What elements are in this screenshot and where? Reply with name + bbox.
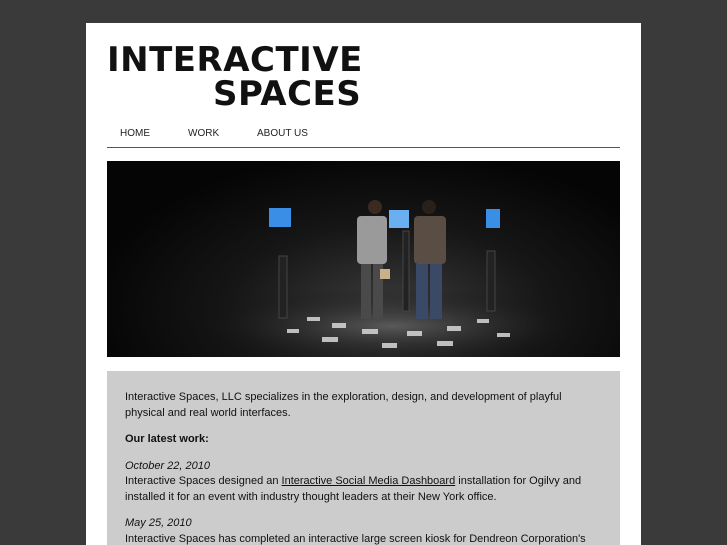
news-item — [125, 516, 595, 545]
nav-home[interactable]: HOME — [120, 128, 150, 139]
latest-work-heading: Our latest work: — [125, 433, 209, 445]
logo-line-1: INTERACTIVE — [107, 40, 363, 80]
page-container — [86, 23, 641, 545]
news-date: May 25, 2010 — [125, 517, 192, 529]
hero-image — [107, 161, 620, 357]
intro-text: Interactive Spaces, LLC specializes in the exploration, design, and development of playful physical and real world interfaces. — [125, 391, 562, 419]
nav-about-us[interactable]: ABOUT US — [257, 128, 308, 139]
news-text: Interactive Spaces has completed an interactive large screen kiosk for Dendreon Corporation's — [125, 532, 586, 545]
news-text-after: installation for Ogilvy and installed it for an event with industry thought leaders at their New York office. — [125, 475, 582, 503]
person-right-figure — [414, 200, 446, 319]
logo-line-2: SPACES — [213, 74, 362, 114]
site-logo[interactable] — [107, 40, 363, 114]
social-media-dashboard-link[interactable]: Interactive Social Media Dashboard — [281, 475, 456, 487]
content-panel — [107, 371, 620, 545]
hero-photo-illustration — [107, 161, 620, 357]
news-item — [125, 459, 595, 506]
nav-work[interactable]: WORK — [188, 128, 220, 139]
main-nav — [107, 124, 620, 148]
news-date: October 22, 2010 — [125, 459, 211, 472]
news-text-before: Interactive Spaces designed an — [125, 475, 282, 487]
